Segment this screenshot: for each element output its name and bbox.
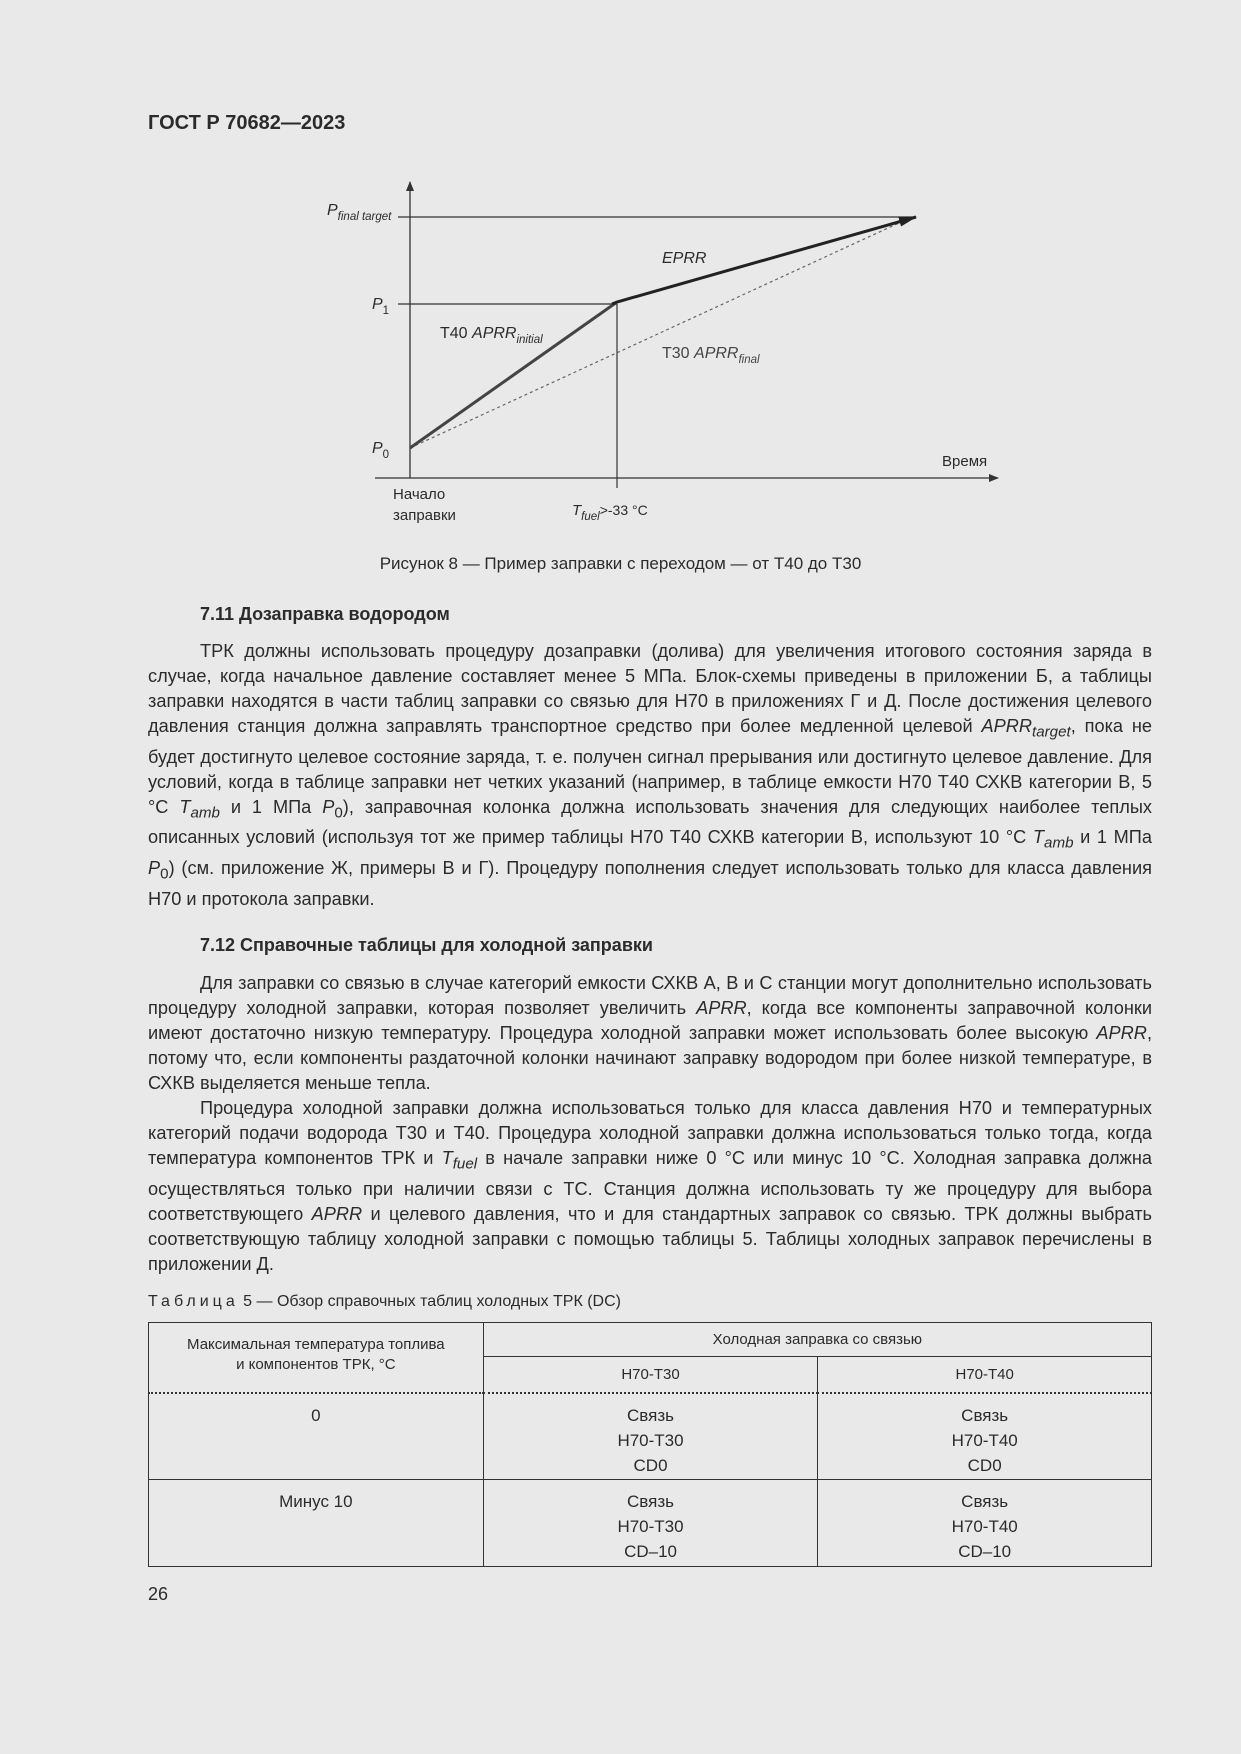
p0-label: $P_0$ bbox=[372, 440, 390, 461]
t30-label: T30 $APRR_{final}$ bbox=[662, 345, 760, 366]
table-cell-h70-t40: Связь H70-T40 CD0 bbox=[818, 1393, 1152, 1480]
figure-8-chart bbox=[0, 0, 1241, 600]
tfuel-label: $T_{fuel}>-33$ °С bbox=[572, 502, 648, 523]
table-header-cold-fill-group: Холодная заправка со связью bbox=[483, 1323, 1151, 1357]
eprr-label: EPRR bbox=[662, 250, 707, 267]
table-5 bbox=[148, 1322, 1152, 1567]
table-row bbox=[149, 1393, 1152, 1480]
section-7-12-title: 7.12 Справочные таблицы для холодной заправки bbox=[200, 935, 653, 955]
section-7-12-paragraph-2: Процедура холодной заправки должна использоваться только для класса давления H70 и температурных категорий подачи водорода Т30 и Т40. Процедура холодной заправки должна использоваться только тогда, когда температура компонентов ТРК и $T_{fuel}$ в начале заправки ниже 0 °С или минус 10 °С. Холодная заправка должна осуществляться только при наличии связи с ТС. Станция должна использовать ту же процедуру для выбора соответствующего APRR и целевого давления, что и для стандартных заправок со связью. ТРК должны выбрать соответствующую таблицу холодной заправки с помощью таблицы 5. Таблицы холодных заправок перечислены в приложении Д. bbox=[148, 1098, 1152, 1274]
document-header: ГОСТ Р 70682—2023 bbox=[148, 112, 346, 134]
table-cell-h70-t30: Связь H70-T30 CD–10 bbox=[483, 1480, 818, 1567]
table-cell-temp: 0 bbox=[149, 1393, 484, 1480]
p1-label: $P_1$ bbox=[372, 296, 390, 317]
table-cell-h70-t40: Связь H70-T40 CD–10 bbox=[818, 1480, 1152, 1567]
table-cell-temp: Минус 10 bbox=[149, 1480, 484, 1567]
table-row bbox=[149, 1480, 1152, 1567]
table-header-max-temp: Максимальная температура топлива и компонентов ТРК, °С bbox=[149, 1323, 484, 1393]
section-7-12-body bbox=[148, 971, 1152, 1277]
start-label-line1: Начало bbox=[393, 486, 446, 503]
page-number: 26 bbox=[148, 1584, 169, 1604]
x-axis-label: Время bbox=[942, 453, 988, 470]
section-7-12-paragraph-1: Для заправки со связью в случае категорий емкости СХКВ А, В и С станции могут дополнительно использовать процедуру холодной заправки, которая позволяет увеличить APRR, когда все компоненты заправочной колонки имеют достаточно низкую температуру. Процедура холодной заправки может использовать более высокую APRR, потому что, если компоненты раздаточной колонки начинают заправку водородом при более низкой температуре, в СХКВ выделяется меньше тепла. bbox=[148, 973, 1153, 1093]
figure-caption: Рисунок 8 — Пример заправки с переходом — от Т40 до Т30 bbox=[379, 554, 862, 573]
start-label-line2: заправки bbox=[393, 507, 456, 524]
table-header-h70-t30: H70-T30 bbox=[483, 1357, 818, 1393]
t40-aprr-initial-line bbox=[410, 302, 617, 448]
section-7-11-paragraph: ТРК должны использовать процедуру дозаправки (долива) для увеличения итогового состояния заряда в случае, когда начальное давление составляет менее 5 МПа. Блок-схемы приведены в приложении Б, а таблицы заправки находятся в части таблиц заправки со связью для H70 в приложениях Г и Д. После достижения целевого давления станция должна заправлять транспортное средство при более медленной целевой $APRR_{target}$, пока не будет достигнуто целевое состояние заряда, т. е. получен сигнал прерывания или достигнуто целевое давление. Для условий, когда в таблице заправки нет четких указаний (например, в таблице емкости H70 T40 СХКВ категории В, 5 °С $T_{amb}$ и 1 МПа $P_0$), заправочная колонка должна использовать значения для следующих наиболее теплых описанных условий (используя тот же пример таблицы H70 T40 СХКВ категории В, используют 10 °С $T_{amb}$ и 1 МПа $P_0$) (см. приложение Ж, примеры В и Г). Процедуру пополнения следует использовать только для класса давления H70 и протокола заправки. bbox=[148, 641, 1152, 909]
p-final-label: $P_{final target}$ bbox=[327, 202, 392, 223]
eprr-line bbox=[612, 217, 916, 304]
section-7-11-body bbox=[148, 639, 1152, 912]
section-7-11-title: 7.11 Дозаправка водородом bbox=[200, 604, 450, 624]
table-header-h70-t40: H70-T40 bbox=[818, 1357, 1152, 1393]
table-cell-h70-t30: Связь H70-T30 CD0 bbox=[483, 1393, 818, 1480]
t40-label: T40 $APRR_{initial}$ bbox=[440, 325, 543, 346]
table-5-caption: Таблица 5 — Обзор справочных таблиц холодных ТРК (DC) bbox=[148, 1293, 621, 1310]
